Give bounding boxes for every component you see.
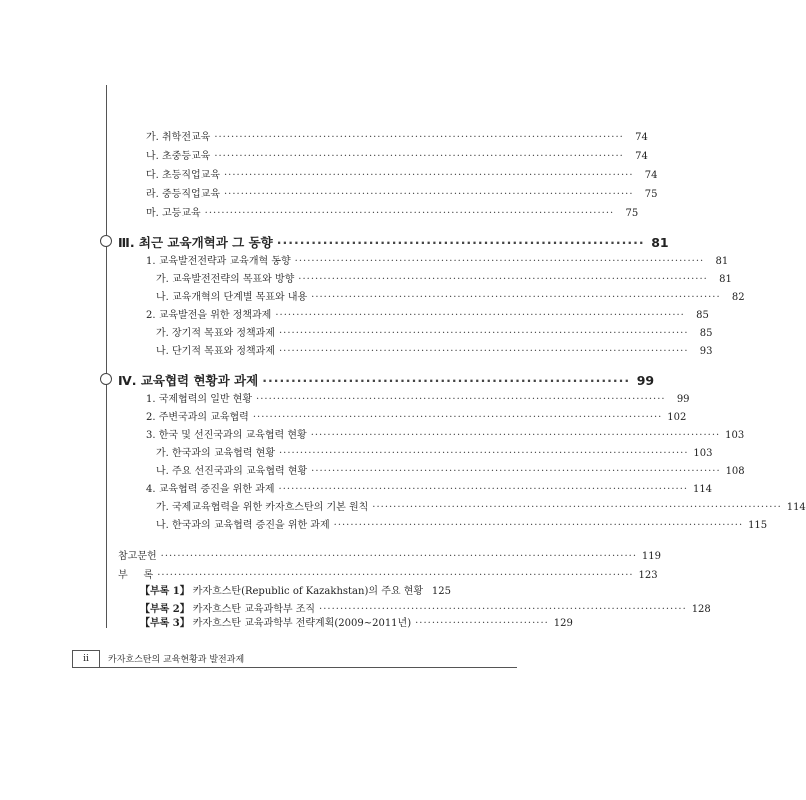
toc-entry-label: 가. 취학전교육 (146, 132, 211, 143)
leader-dots: ·································································································· (278, 484, 689, 495)
toc-entry-label: 가. 장기적 목표와 정책과제 (156, 328, 275, 339)
toc-entry-page: 114 (786, 502, 806, 513)
left-rule (106, 85, 107, 628)
section-marker-circle (100, 373, 112, 385)
toc-entry[interactable] (146, 147, 648, 162)
appendix-label: 카자흐스탄 교육과학부 전략계획(2009~2011년) (192, 618, 412, 629)
toc-entry-page: 108 (725, 466, 745, 477)
toc-entry-label: 3. 한국 및 선진국과의 교육협력 현황 (146, 430, 307, 441)
appendix-page: 125 (431, 586, 452, 597)
leader-dots: ·································································································· (372, 502, 782, 513)
toc-entry-page: 119 (641, 551, 662, 562)
toc-entry-page: 75 (644, 189, 658, 200)
toc-entry-label: 참고문헌 (118, 551, 157, 562)
toc-entry-label: 1. 교육발전전략과 교육개혁 동향 (146, 256, 291, 267)
toc-entry-page: 93 (699, 346, 713, 357)
toc-entry[interactable] (156, 444, 713, 459)
toc-entry-label: 가. 교육발전전략의 목표와 방향 (156, 274, 295, 285)
page-number: ii (83, 654, 89, 664)
toc-entry[interactable] (146, 306, 709, 321)
toc-entry-references[interactable] (118, 547, 662, 562)
toc-entry[interactable] (146, 408, 687, 423)
toc-entry[interactable] (146, 128, 648, 143)
toc-entry-appendix[interactable] (118, 566, 658, 581)
toc-entry[interactable] (156, 462, 745, 477)
leader-dots: ·································································································· (311, 292, 721, 303)
leader-dots: ························································································ (319, 604, 687, 615)
page-number-box (72, 650, 100, 668)
toc-entry[interactable] (146, 480, 713, 495)
leader-dots: ·································································································· (278, 346, 689, 357)
toc-entry[interactable] (156, 516, 768, 531)
toc-entry[interactable] (146, 204, 639, 219)
appendix-tag: 【부록 3】 (140, 618, 190, 629)
section-page: 99 (636, 373, 655, 388)
toc-entry-page: 85 (696, 310, 709, 321)
toc-entry-label: 부 록 (118, 570, 154, 581)
toc-entry[interactable] (146, 252, 729, 267)
toc-entry[interactable] (156, 324, 713, 339)
leader-dots: ································ (415, 618, 549, 629)
toc-entry[interactable] (146, 185, 658, 200)
leader-dots: ·································································································· (223, 170, 634, 181)
toc-entry-page: 75 (625, 208, 639, 219)
leader-dots: ·································································································· (278, 448, 689, 459)
appendix-label: 카자흐스탄 교육과학부 조직 (192, 604, 316, 615)
toc-entry[interactable] (156, 270, 732, 285)
appendix-tag: 【부록 2】 (140, 604, 190, 615)
toc-entry-label: 2. 교육발전을 위한 정책과제 (146, 310, 272, 321)
section-title: Ⅳ. 교육협력 현황과 과제 (118, 373, 259, 388)
toc-entry-label: 나. 한국과의 교육협력 증진을 위한 과제 (156, 520, 330, 531)
leader-dots: ·································································································· (294, 256, 705, 267)
toc-entry-label: 나. 초중등교육 (146, 151, 211, 162)
appendix-entry[interactable] (140, 582, 452, 597)
section-heading-3[interactable] (118, 233, 669, 251)
toc-entry-page: 82 (731, 292, 745, 303)
appendix-page: 128 (691, 604, 711, 615)
leader-dots: ································································ (276, 235, 645, 250)
leader-dots: ·································································································· (256, 394, 666, 405)
appendix-page: 129 (553, 618, 573, 629)
toc-entry[interactable] (156, 498, 806, 513)
toc-entry-label: 2. 주변국과의 교육협력 (146, 412, 249, 423)
toc-entry-page: 115 (748, 520, 768, 531)
toc-entry-label: 라. 중등직업교육 (146, 189, 220, 200)
toc-entry-label: 나. 교육개혁의 단계별 목표와 내용 (156, 292, 308, 303)
leader-dots: ·································································································· (214, 132, 624, 143)
toc-entry-page: 99 (676, 394, 690, 405)
toc-entry[interactable] (146, 166, 658, 181)
leader-dots: ·································································································· (333, 520, 744, 531)
toc-entry-page: 103 (693, 448, 713, 459)
section-heading-4[interactable] (118, 371, 655, 389)
leader-dots: ·································································································· (278, 328, 689, 339)
toc-entry-label: 다. 초등직업교육 (146, 170, 220, 181)
toc-entry-page: 74 (635, 151, 648, 162)
toc-entry-page: 74 (635, 132, 648, 143)
appendix-tag: 【부록 1】 (140, 586, 190, 597)
leader-dots: ·································································································· (310, 430, 721, 441)
toc-entry[interactable] (156, 288, 745, 303)
section-marker-circle (100, 235, 112, 247)
toc-entry-label: 가. 국제교육협력을 위한 카자흐스탄의 기본 원칙 (156, 502, 369, 513)
appendix-label: 카자흐스탄(Republic of Kazakhstan)의 주요 현황 (192, 586, 424, 597)
section-page: 81 (651, 235, 669, 250)
appendix-entry[interactable] (140, 600, 711, 615)
toc-entry[interactable] (146, 390, 690, 405)
leader-dots: ································································ (262, 373, 631, 388)
leader-dots: ·································································································· (252, 412, 663, 423)
toc-entry-page: 102 (667, 412, 687, 423)
toc-entry-label: 나. 단기적 목표와 정책과제 (156, 346, 275, 357)
toc-entry-page: 103 (725, 430, 745, 441)
footer-rule (72, 667, 517, 668)
toc-entry-page: 81 (719, 274, 732, 285)
toc-entry-label: 나. 주요 선진국과의 교육협력 현황 (156, 466, 308, 477)
toc-entry-page: 81 (715, 256, 729, 267)
leader-dots: ·································································································· (311, 466, 721, 477)
toc-entry-label: 마. 고등교육 (146, 208, 201, 219)
toc-entry[interactable] (146, 426, 745, 441)
toc-entry-label: 1. 국제협력의 일반 현황 (146, 394, 253, 405)
leader-dots: ·································································································· (204, 208, 615, 219)
toc-entry-page: 74 (644, 170, 658, 181)
toc-entry-page: 123 (638, 570, 658, 581)
leader-dots: ·································································································· (298, 274, 708, 285)
toc-entry-page: 114 (692, 484, 713, 495)
running-footer-title: 카자흐스탄의 교육현황과 발전과제 (108, 655, 245, 665)
leader-dots: ·································································································· (214, 151, 624, 162)
leader-dots: ·················································································································· (160, 551, 638, 562)
toc-entry-page: 85 (699, 328, 713, 339)
leader-dots: ·················································································································· (157, 570, 634, 581)
toc-entry-label: 가. 한국과의 교육협력 현황 (156, 448, 275, 459)
leader-dots: ·································································································· (223, 189, 634, 200)
toc-entry[interactable] (156, 342, 713, 357)
leader-dots: ·································································································· (275, 310, 685, 321)
appendix-entry[interactable] (140, 614, 573, 629)
section-title: Ⅲ. 최근 교육개혁과 그 동향 (118, 235, 273, 250)
toc-entry-label: 4. 교육협력 증진을 위한 과제 (146, 484, 275, 495)
